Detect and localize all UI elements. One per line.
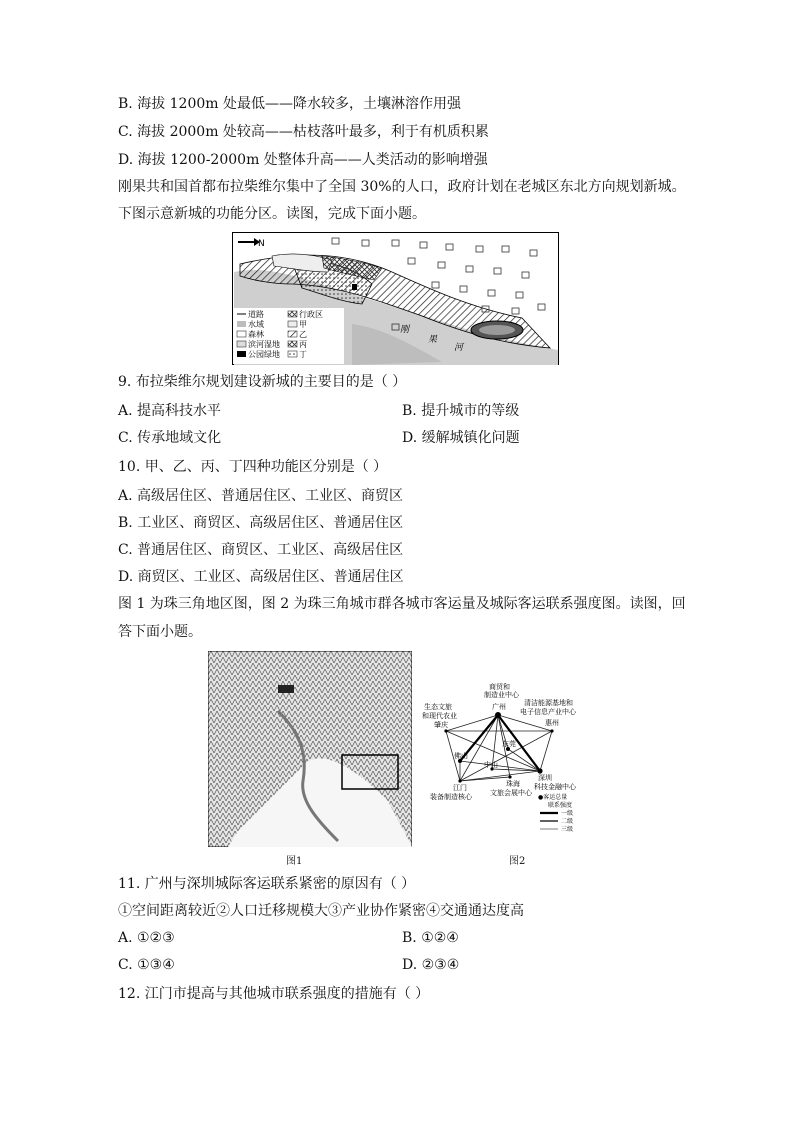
legend-jia: 甲 bbox=[299, 320, 307, 329]
q10-option-c[interactable]: C. 普通居住区、商贸区、工业区、高级居住区 bbox=[118, 542, 404, 558]
q10-option-a[interactable]: A. 高级居住区、普通居住区、工业区、商贸区 bbox=[118, 488, 404, 504]
node-zhaoqing-desc-1: 生态文旅 bbox=[424, 703, 452, 711]
q11-statements: ①空间距离较近②人口迁移规模大③产业协作紧密④交通通达度高 bbox=[118, 903, 524, 919]
passage1-line1: 刚果共和国首都布拉柴维尔集中了全国 30%的人口，政府计划在老城区东北方向规划新城。 bbox=[118, 179, 686, 195]
q11-option-d[interactable]: D. ②③④ bbox=[402, 957, 460, 973]
legend-forest: 森林 bbox=[248, 330, 264, 339]
legend-l1: 一级 bbox=[561, 810, 574, 817]
node-zhaoqing: 肇庆 bbox=[434, 721, 448, 729]
prev-option-d: D. 海拔 1200-2000m 处整体升高——人类活动的影响增强 bbox=[118, 152, 488, 168]
q9-option-d[interactable]: D. 缓解城镇化问题 bbox=[402, 430, 520, 446]
node-shenzhen: 深圳 bbox=[538, 774, 552, 782]
q11-option-b[interactable]: B. ①②④ bbox=[402, 930, 459, 946]
legend-l2: 二级 bbox=[561, 818, 574, 825]
legend-park: 公园绿地 bbox=[248, 350, 280, 359]
node-dongguan: 东莞 bbox=[502, 740, 516, 748]
q11-option-c[interactable]: C. ①③④ bbox=[118, 957, 175, 973]
q10-stem: 10. 甲、乙、丙、丁四种功能区分别是（ ） bbox=[118, 459, 388, 475]
node-guangzhou-desc-2: 制造业中心 bbox=[484, 691, 519, 699]
q10-option-b[interactable]: B. 工业区、商贸区、高级居住区、普通居住区 bbox=[118, 515, 404, 531]
legend-wetland: 滨河湿地 bbox=[248, 340, 280, 349]
node-jiangmen-desc: 装备制造核心 bbox=[430, 793, 472, 801]
prev-option-c: C. 海拔 2000m 处较高——枯枝落叶最多，利于有机质积累 bbox=[118, 124, 489, 140]
passage2-line1: 图 1 为珠三角地区图，图 2 为珠三角城市群各城市客运量及城际客运联系强度图。读图，回 bbox=[118, 596, 686, 612]
q9-option-c[interactable]: C. 传承地域文化 bbox=[118, 430, 222, 446]
node-huizhou-desc-2: 电子信息产业中心 bbox=[520, 708, 576, 716]
node-shenzhen-desc: 科技金融中心 bbox=[534, 783, 576, 791]
legend-yi: 乙 bbox=[299, 330, 307, 339]
passage2-line2: 答下面小题。 bbox=[118, 624, 202, 640]
river-label-1: 刚 bbox=[400, 325, 410, 335]
pearl-river-delta-map bbox=[208, 651, 412, 847]
node-guangzhou-desc-1: 商贸和 bbox=[489, 683, 510, 691]
q9-option-b[interactable]: B. 提升城市的等级 bbox=[402, 403, 520, 419]
node-foshan: 佛山 bbox=[454, 752, 468, 760]
intercity-link-diagram bbox=[420, 683, 585, 848]
node-jiangmen: 江门 bbox=[453, 784, 467, 792]
node-zhongshan: 中山 bbox=[484, 761, 498, 769]
legend-water: 水域 bbox=[248, 320, 264, 329]
new-city-zoning-map bbox=[232, 232, 559, 365]
legend-bing: 丙 bbox=[299, 340, 307, 349]
fig2-caption: 图2 bbox=[509, 856, 526, 867]
fig1-caption: 图1 bbox=[286, 856, 303, 867]
q12-stem: 12. 江门市提高与其他城市联系强度的措施有（ ） bbox=[118, 986, 430, 1002]
river-label-3: 河 bbox=[454, 343, 464, 353]
node-huizhou-desc-1: 清洁能源基地和 bbox=[524, 699, 573, 707]
node-zhuhai: 珠海 bbox=[506, 780, 520, 788]
q10-option-d[interactable]: D. 商贸区、工业区、高级居住区、普通居住区 bbox=[118, 569, 404, 585]
node-guangzhou: 广州 bbox=[492, 703, 506, 711]
node-huizhou: 惠州 bbox=[545, 719, 559, 727]
q11-stem: 11. 广州与深圳城际客运联系紧密的原因有（ ） bbox=[118, 876, 416, 892]
north-label: N bbox=[258, 239, 265, 249]
node-zhaoqing-desc-2: 和现代农业 bbox=[422, 712, 457, 720]
legend-ding: 丁 bbox=[299, 350, 307, 359]
legend-road: 道路 bbox=[248, 310, 264, 319]
q11-option-a[interactable]: A. ①②③ bbox=[118, 930, 175, 946]
legend-l3: 三级 bbox=[561, 826, 574, 833]
q9-stem: 9. 布拉柴维尔规划建设新城的主要目的是（ ） bbox=[118, 374, 407, 390]
river-label-2: 果 bbox=[428, 335, 438, 345]
legend-link-title: 联系强度 bbox=[548, 802, 573, 809]
prev-option-b: B. 海拔 1200m 处最低——降水较多，土壤淋溶作用强 bbox=[118, 96, 461, 112]
q9-option-a[interactable]: A. 提高科技水平 bbox=[118, 403, 222, 419]
legend-node: ●客运总量 bbox=[538, 794, 568, 801]
passage1-line2: 下图示意新城的功能分区。读图，完成下面小题。 bbox=[118, 206, 426, 222]
legend-admin: 行政区 bbox=[299, 310, 323, 319]
node-zhuhai-desc: 文旅会展中心 bbox=[490, 789, 532, 797]
